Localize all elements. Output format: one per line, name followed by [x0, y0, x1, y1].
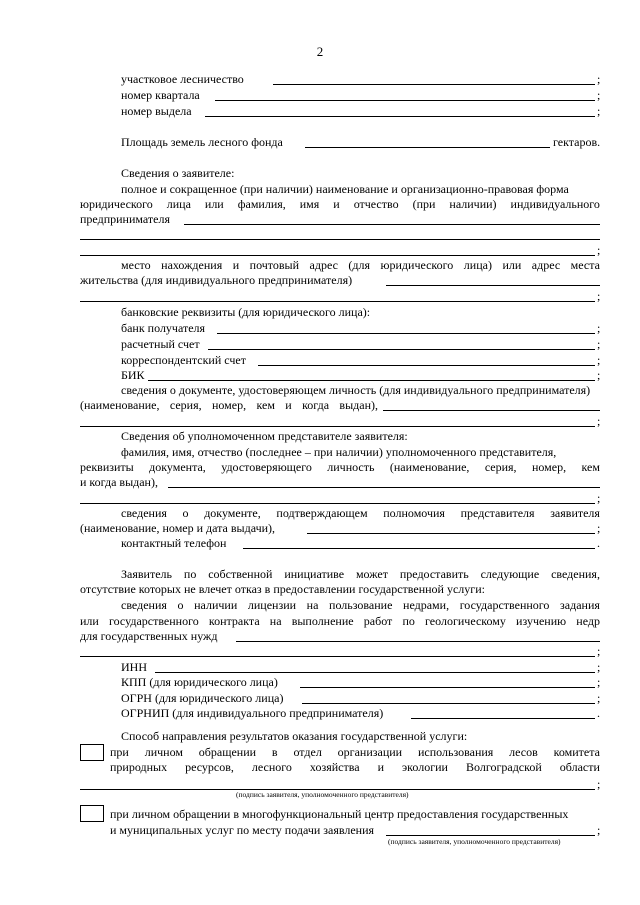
bank-recipient-field[interactable] [217, 333, 595, 334]
applicant-address-field[interactable] [386, 285, 600, 286]
word: и [232, 258, 240, 272]
word: недрами, [403, 598, 450, 612]
word: лица [166, 197, 191, 211]
quarter-row [0, 87, 640, 103]
semicolon: ; [597, 521, 601, 535]
allotment-label: номер выдела [121, 104, 192, 118]
bank-recipient-label: банк получателя [121, 321, 206, 335]
period: . [597, 706, 600, 720]
id-doc-field-cont[interactable] [80, 426, 595, 427]
ogrnip-label: ОГРНИП (для индивидуального предпринимателя) [121, 706, 384, 720]
word: по [402, 614, 415, 628]
representative-fio-line1: фамилия, имя, отчество (последнее – при наличии) уполномоченного представителя, [121, 445, 557, 459]
authority-doc-line2: (наименование, номер и дата выдачи), [80, 521, 276, 535]
word: собственной [208, 567, 273, 581]
word: сведения [121, 598, 167, 612]
word: следующие [480, 567, 540, 581]
word: изучению [516, 614, 567, 628]
word: (при [412, 197, 436, 211]
word: лица) [463, 258, 492, 272]
semicolon: ; [597, 104, 601, 118]
semicolon: ; [597, 675, 601, 689]
word: и [285, 398, 292, 412]
delivery-option2-caption: (подпись заявителя, уполномоченного представителя) [388, 837, 561, 846]
word: заявителя [550, 506, 600, 520]
allotment-field[interactable] [205, 116, 595, 117]
phone-field[interactable] [243, 548, 595, 549]
word: удостоверяющего [221, 460, 312, 474]
delivery-option2-line1: при личном обращении в многофункциональный центр предоставления государственных [110, 807, 569, 821]
word: реквизиты [80, 460, 134, 474]
kpp-label: КПП (для юридического лица) [121, 675, 278, 689]
semicolon: ; [597, 72, 601, 86]
word: юридического [80, 197, 153, 211]
applicant-name-line1: полное и сокращенное (при наличии) наименование и организационно-правовая форма [121, 182, 569, 196]
bik-label: БИК [121, 368, 145, 382]
word: серия, [169, 398, 202, 412]
ogrnip-field[interactable] [411, 718, 595, 719]
inn-field[interactable] [155, 672, 595, 673]
semicolon: ; [597, 88, 601, 102]
word: или [80, 614, 99, 628]
license-line2 [80, 613, 600, 629]
word: экологии [402, 760, 448, 774]
word: подтверждающем [276, 506, 368, 520]
word: лесов [509, 745, 538, 759]
word: нахождения [161, 258, 223, 272]
applicant-name-field[interactable] [184, 224, 600, 225]
word: полномочия [383, 506, 445, 520]
word: обращении [198, 745, 257, 759]
forestry-field[interactable] [273, 84, 595, 85]
applicant-heading: Сведения о заявителе: [121, 166, 235, 180]
word: номер, [211, 398, 247, 412]
word: представителя [460, 506, 535, 520]
word: сведения, [551, 567, 600, 581]
word: на [269, 614, 282, 628]
word: о [177, 598, 184, 612]
word: кем [581, 460, 600, 474]
word: и [377, 760, 384, 774]
semicolon: ; [597, 823, 601, 837]
id-doc-line1: сведения о документе, удостоверяющем личность (для индивидуального предпринимателя) [121, 383, 591, 397]
semicolon: ; [597, 414, 601, 428]
word: фамилия, [237, 197, 286, 211]
word: адрес [531, 258, 561, 272]
delivery-option2-line2: и муниципальных услуг по месту подачи заявления [110, 823, 375, 837]
phone-label: контактный телефон [121, 536, 227, 550]
word: комитета [553, 745, 600, 759]
area-row [0, 134, 640, 150]
quarter-label: номер квартала [121, 88, 200, 102]
semicolon: ; [597, 691, 601, 705]
word: наличии [194, 598, 238, 612]
word: лесного [251, 760, 292, 774]
delivery-option1-caption: (подпись заявителя, уполномоченного представителя) [236, 790, 409, 799]
optional-intro-line1 [121, 566, 600, 582]
word: личном [144, 745, 183, 759]
word: лицензии [247, 598, 297, 612]
word: документе, [204, 506, 261, 520]
license-field-cont[interactable] [80, 656, 595, 657]
word: серия, [484, 460, 517, 474]
corr-account-field[interactable] [258, 365, 595, 366]
word: или [204, 197, 224, 211]
representative-fio-field-cont[interactable] [80, 503, 595, 504]
word: по [183, 567, 197, 581]
semicolon: ; [597, 491, 601, 505]
word: контракта [208, 614, 260, 628]
semicolon: ; [597, 660, 601, 674]
word: на [306, 598, 319, 612]
word: природных [110, 760, 168, 774]
kpp-field[interactable] [300, 687, 595, 688]
account-label: расчетный счет [121, 337, 200, 351]
word: наличии) [449, 197, 497, 211]
authority-doc-line1 [121, 505, 600, 521]
word: геологическому [425, 614, 506, 628]
word: (наименование, [80, 398, 160, 412]
word: задания [560, 598, 600, 612]
semicolon: ; [597, 321, 601, 335]
representative-fio-line2 [80, 459, 600, 475]
authority-doc-field[interactable] [307, 533, 595, 534]
optional-intro-line2: отсутствие которых не влечет отказ в предоставлении государственной услуги: [80, 582, 485, 596]
area-unit: гектаров. [553, 135, 601, 149]
word: кем [256, 398, 275, 412]
word: место [121, 258, 151, 272]
delivery-heading: Способ направления результатов оказания государственной услуги: [121, 729, 468, 743]
id-doc-field[interactable] [383, 410, 600, 411]
applicant-name-line2 [80, 196, 600, 212]
forestry-row [0, 71, 640, 87]
representative-heading: Сведения об уполномоченном представителе заявителя: [121, 429, 408, 443]
word: использования [417, 745, 494, 759]
applicant-address-line2: жительства (для индивидуального предпринимателя) [80, 273, 353, 287]
word: пользование [329, 598, 393, 612]
semicolon: ; [597, 337, 601, 351]
word: места [570, 258, 600, 272]
word: документа, [149, 460, 206, 474]
word: организации [337, 745, 403, 759]
area-label: Площадь земель лесного фонда [121, 135, 283, 149]
semicolon: ; [597, 777, 601, 791]
delivery-option1-line1 [110, 744, 600, 760]
word: номер, [531, 460, 567, 474]
semicolon: ; [597, 289, 601, 303]
license-line1 [121, 597, 600, 613]
bank-heading: банковские реквизиты (для юридического лица): [121, 305, 371, 319]
word: инициативе [284, 567, 345, 581]
license-line3: для государственных нужд [80, 629, 218, 643]
applicant-name-field-cont[interactable] [80, 239, 600, 240]
word: государственного [459, 598, 550, 612]
word: хозяйства [309, 760, 360, 774]
word: предоставить [399, 567, 469, 581]
semicolon: ; [597, 243, 601, 257]
semicolon: ; [597, 353, 601, 367]
page-number: 2 [316, 44, 324, 59]
word: (для [348, 258, 371, 272]
word: имя [299, 197, 320, 211]
semicolon: ; [597, 644, 601, 658]
word: индивидуального [510, 197, 600, 211]
word: Волгоградской [466, 760, 542, 774]
allotment-row [0, 103, 640, 119]
applicant-name-line3: предпринимателя [80, 212, 170, 226]
word: о [182, 506, 189, 520]
word: в [271, 745, 278, 759]
word: личность [327, 460, 375, 474]
account-field[interactable] [208, 349, 595, 350]
ogrn-field[interactable] [302, 703, 595, 704]
license-field[interactable] [236, 641, 600, 642]
word: юридического [380, 258, 454, 272]
applicant-address-line1 [121, 257, 600, 273]
forestry-label: участковое лесничество [121, 72, 244, 86]
bik-field[interactable] [148, 380, 595, 381]
word: может [355, 567, 388, 581]
representative-fio-line3: и когда выдан), [80, 475, 158, 489]
word: выполнение [291, 614, 354, 628]
word: при [110, 745, 129, 759]
word: недр [576, 614, 600, 628]
applicant-address-field-cont[interactable] [80, 301, 595, 302]
word: адрес [309, 258, 338, 272]
corr-account-label: корреспондентский счет [121, 353, 246, 367]
area-field[interactable] [305, 147, 550, 148]
word: отчество [353, 197, 399, 211]
ogrn-label: ОГРН (для юридического лица) [121, 691, 284, 705]
word: и [333, 197, 340, 211]
delivery-option1-line2 [110, 759, 600, 775]
word: когда [302, 398, 330, 412]
word: (наименование, [389, 460, 470, 474]
period: . [597, 536, 600, 550]
word: сведения [121, 506, 167, 520]
delivery-option2-signature-field[interactable] [386, 835, 595, 836]
word: отдел [293, 745, 322, 759]
quarter-field[interactable] [215, 100, 595, 101]
id-doc-line2 [80, 397, 378, 413]
word: государственного [109, 614, 199, 628]
inn-label: ИНН [121, 660, 147, 674]
word: или [502, 258, 522, 272]
representative-fio-field[interactable] [168, 487, 600, 488]
word: выдан), [339, 398, 378, 412]
word: работ [363, 614, 393, 628]
word: ресурсов, [185, 760, 234, 774]
word: области [559, 760, 600, 774]
word: почтовый [249, 258, 300, 272]
applicant-name-field-cont[interactable] [80, 255, 595, 256]
semicolon: ; [597, 368, 601, 382]
word: Заявитель [121, 567, 172, 581]
